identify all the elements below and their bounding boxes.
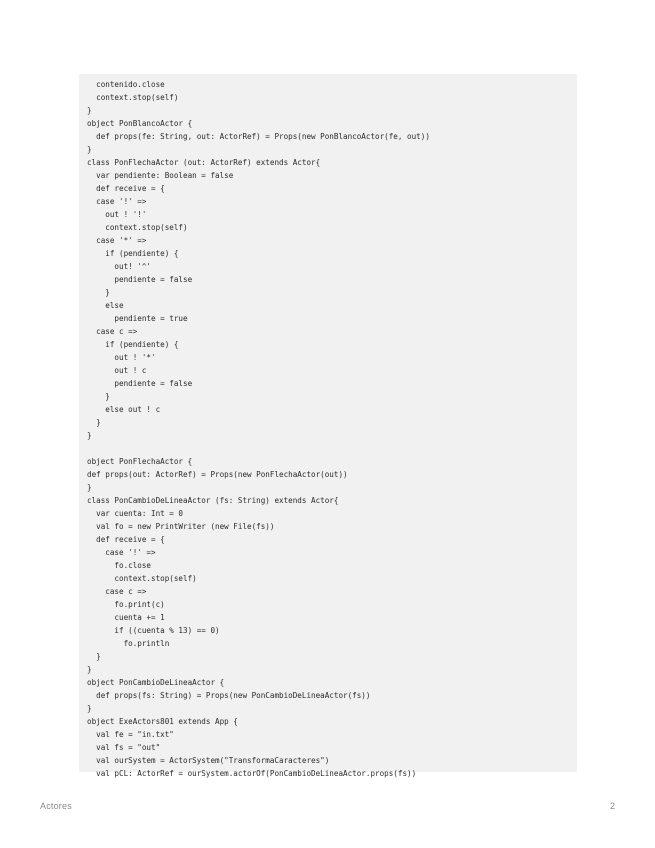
code-line: else [87,301,124,310]
code-line: } [87,418,101,427]
code-line: context.stop(self) [87,93,179,102]
code-line: object PonFlechaActor { [87,457,193,466]
code-line: val fs = "out" [87,743,161,752]
code-line: def receive = { [87,535,165,544]
code-line: context.stop(self) [87,223,188,232]
code-line: fo.close [87,561,152,570]
code-line: } [87,392,110,401]
code-line: def receive = { [87,184,165,193]
code-line: cuenta += 1 [87,613,165,622]
code-line: out ! '*' [87,353,156,362]
code-line: } [87,652,101,661]
code-line: val pCL: ActorRef = ourSystem.actorOf(PonCambioDeLineaActor.props(fs)) [87,769,417,778]
code-line: contenido.close [87,80,165,89]
code-line: } [87,288,110,297]
code-line: if ((cuenta % 13) == 0) [87,626,220,635]
code-line: out ! '!' [87,210,147,219]
code-line: } [87,106,92,115]
code-line: val fe = "in.txt" [87,730,174,739]
code-lines [87,78,573,780]
footer-title: Actores [40,801,72,811]
code-line: } [87,483,92,492]
code-line: object ExeActors801 extends App { [87,717,238,726]
code-line: } [87,431,92,440]
code-line: val ourSystem = ActorSystem("TransformaCaracteres") [87,756,330,765]
code-line [87,442,573,455]
code-line: fo.print(c) [87,600,165,609]
page-number: 2 [609,801,615,811]
code-block [79,74,577,778]
code-line: } [87,704,92,713]
code-line: case '!' => [87,197,147,206]
code-line: } [87,145,92,154]
code-line: object PonBlancoActor { [87,119,193,128]
code-line: pendiente = false [87,275,193,284]
code-line: case '*' => [87,236,147,245]
code-line: var cuenta: Int = 0 [87,509,184,518]
code-line: val fo = new PrintWriter (new File(fs)) [87,522,275,531]
code-line: fo.println [87,639,170,648]
code-line: pendiente = false [87,379,193,388]
code-line: class PonCambioDeLineaActor (fs: String) extends Actor{ [87,496,339,505]
code-line: if (pendiente) { [87,249,179,258]
code-line: def props(fe: String, out: ActorRef) = Props(new PonBlancoActor(fe, out)) [87,132,430,141]
code-line: out ! c [87,366,147,375]
code-line: def props(fs: String) = Props(new PonCambioDeLineaActor(fs)) [87,691,371,700]
code-line: out! '^' [87,262,152,271]
code-line: case c => [87,327,138,336]
code-line: pendiente = true [87,314,188,323]
code-line: else out ! c [87,405,161,414]
code-line: def props(out: ActorRef) = Props(new PonFlechaActor(out)) [87,470,348,479]
code-line: context.stop(self) [87,574,197,583]
code-line: class PonFlechaActor (out: ActorRef) extends Actor{ [87,158,321,167]
code-line: if (pendiente) { [87,340,179,349]
code-line: case c => [87,587,147,596]
code-line: object PonCambioDeLineaActor { [87,678,225,687]
code-line: case '!' => [87,548,156,557]
code-line: var pendiente: Boolean = false [87,171,234,180]
code-line: } [87,665,92,674]
